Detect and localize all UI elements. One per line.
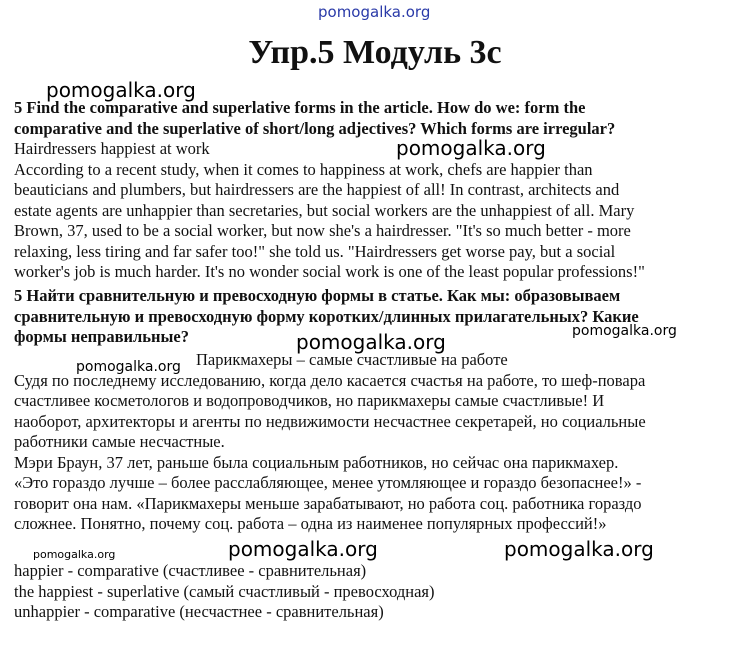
article-line: Мэри Браун, 37 лет, раньше была социальным работников, но сейчас она парикмахер. — [14, 452, 619, 472]
article-heading: Парикмахеры – самые счастливые на работе — [196, 350, 508, 369]
article-line: наоборот, архитекторы и агенты по недвижимости несчастнее секретарей, но социальные — [14, 411, 646, 431]
article-line: счастливее косметологов и водопроводчиков, но парикмахеры самые счастливые! И — [14, 391, 605, 410]
answer-line: the happiest - superlative (самый счастливый - превосходная) — [14, 581, 435, 601]
russian-article — [14, 350, 734, 535]
article-line: «Это гораздо лучше – более расслабляющее, менее утомляющее и гораздо безопаснее!» - — [14, 473, 642, 492]
watermark: pomogalka.org — [33, 548, 116, 561]
article-line: Brown, 37, used to be a social worker, but now she's a hairdresser. "It's so much better - more — [14, 221, 631, 240]
task-line: 5 Найти сравнительную и превосходную формы в статье. Как мы: образовываем — [14, 286, 621, 305]
answers — [14, 561, 734, 623]
watermark-top[interactable]: pomogalka.org — [318, 3, 431, 21]
task-line: 5 Find the comparative and superlative forms in the article. How do we: form the — [14, 98, 586, 117]
watermark: pomogalka.org — [46, 78, 196, 102]
article-line: worker's job is much harder. It's no wonder social work is one of the least popular professions!" — [14, 262, 645, 281]
watermark: pomogalka.org — [572, 323, 677, 339]
watermark: pomogalka.org — [228, 537, 378, 561]
article-line: работники самые несчастные. — [14, 432, 225, 451]
article-heading: Hairdressers happiest at work — [14, 139, 210, 158]
article-line: говорит она нам. «Парикмахеры меньше зарабатывают, но работа соц. работника гораздо — [14, 493, 642, 513]
answer-line: happier - comparative (счастливее - сравнительная) — [14, 561, 367, 580]
task-line: формы неправильные? — [14, 327, 189, 346]
article-line: Судя по последнему исследованию, когда дело касается счастья на работе, то шеф-повара — [14, 370, 646, 390]
article-line: relaxing, less tiring and far safer too!" she told us. "Hairdressers get worse pay, but a social — [14, 241, 616, 261]
article-line: estate agents are unhappier than secretaries, but social workers are the unhappiest of all. Mary — [14, 200, 635, 220]
task-line: сравнительную и превосходную форму коротких/длинных прилагательных? Какие — [14, 306, 639, 326]
watermark: pomogalka.org — [296, 330, 446, 354]
answer-line: unhappier - comparative (несчастнее - сравнительная) — [14, 602, 384, 621]
watermark: pomogalka.org — [76, 359, 181, 375]
english-task — [14, 98, 734, 139]
watermark: pomogalka.org — [504, 537, 654, 561]
task-line: comparative and the superlative of short/long adjectives? Which forms are irregular? — [14, 118, 616, 138]
english-article — [14, 139, 734, 283]
watermark: pomogalka.org — [396, 136, 546, 160]
page-title: Упр.5 Модуль 3с — [248, 34, 502, 71]
article-line: сложнее. Понятно, почему соц. работа – одна из наименее популярных профессий!» — [14, 514, 607, 533]
article-line: beauticians and plumbers, but hairdressers are the happiest of all! In contrast, architects and — [14, 180, 620, 199]
article-line: According to a recent study, when it comes to happiness at work, chefs are happier than — [14, 159, 593, 179]
